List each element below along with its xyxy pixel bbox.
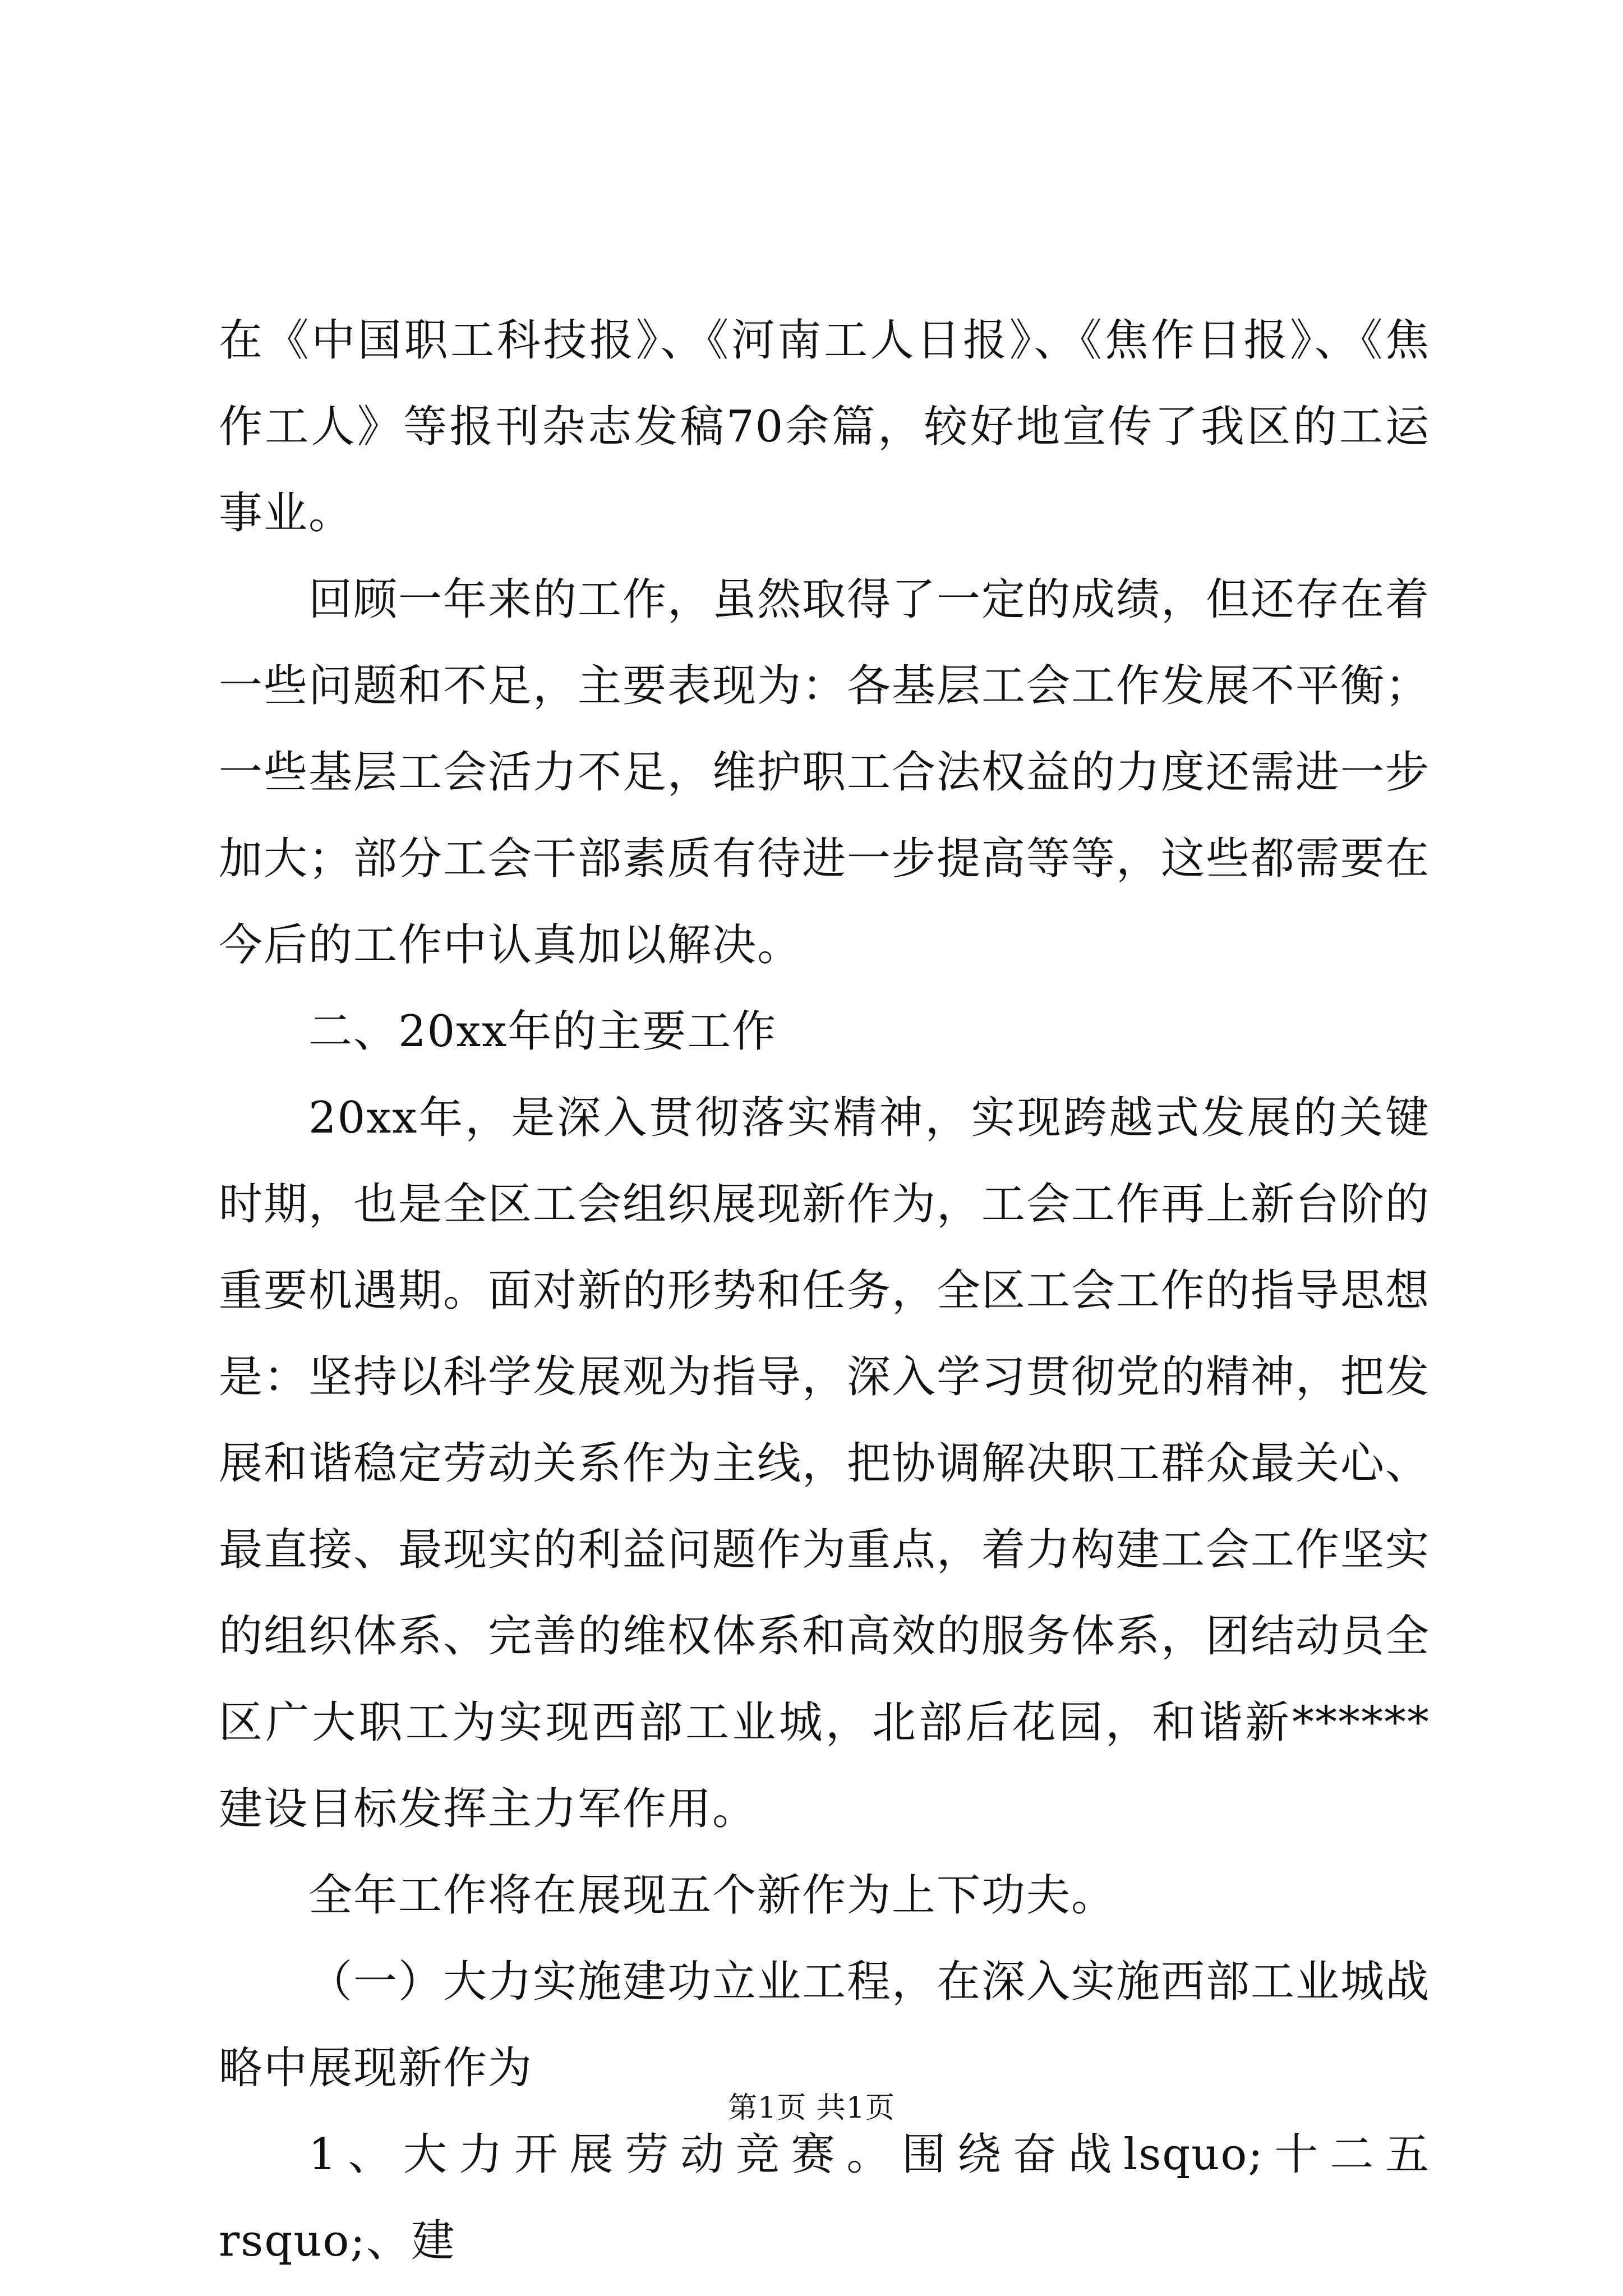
- paragraph-publicity: 在《中国职工科技报》、《河南工人日报》、《焦作日报》、《焦作工人》等报刊杂志发稿70余篇，较好地宣传了我区的工运事业。: [219, 315, 1430, 539]
- paragraph-five-new-actions: 全年工作将在展现五个新作为上下功夫。: [308, 1870, 1117, 1921]
- paragraph-review-issues: 回顾一年来的工作，虽然取得了一定的成绩，但还存在着一些问题和不足，主要表现为：各基层工会工作发展不平衡；一些基层工会活力不足，维护职工合法权益的力度还需进一步加大；部分工会干部素质有待进一步提高等等，这些都需要在今后的工作中认真加以解决。: [219, 574, 1431, 970]
- paragraph-guiding-ideology: 20xx年，是深入贯彻落实精神，实现跨越式发展的关键时期，也是全区工会组织展现新作为，工会工作再上新台阶的重要机遇期。面对新的形势和任务，全区工会工作的指导思想是：坚持以科学发展观为指导，深入学习贯彻党的精神，把发展和谐稳定劳动关系作为主线，把协调解决职工群众最关心、最直接、最现实的利益问题作为重点，着力构建工会工作坚实的组织体系、完善的维权体系和高效的服务体系，团结动员全区广大职工为实现西部工业城，北部后花园，和谐新******建设目标发挥主力军作用。: [219, 1093, 1431, 1834]
- paragraph-labor-competition: 1、大力开展劳动竞赛。围绕奋战lsquo;十二五rsquo;、建: [219, 2129, 1430, 2266]
- subheading-achievement-project: （一）大力实施建功立业工程，在深入实施西部工业城战略中展现新作为: [219, 1957, 1431, 2093]
- document-body: [219, 297, 1430, 2284]
- section-heading-main-work: 二、20xx年的主要工作: [308, 1006, 777, 1057]
- page-number-footer: 第1页 共1页: [728, 2091, 895, 2125]
